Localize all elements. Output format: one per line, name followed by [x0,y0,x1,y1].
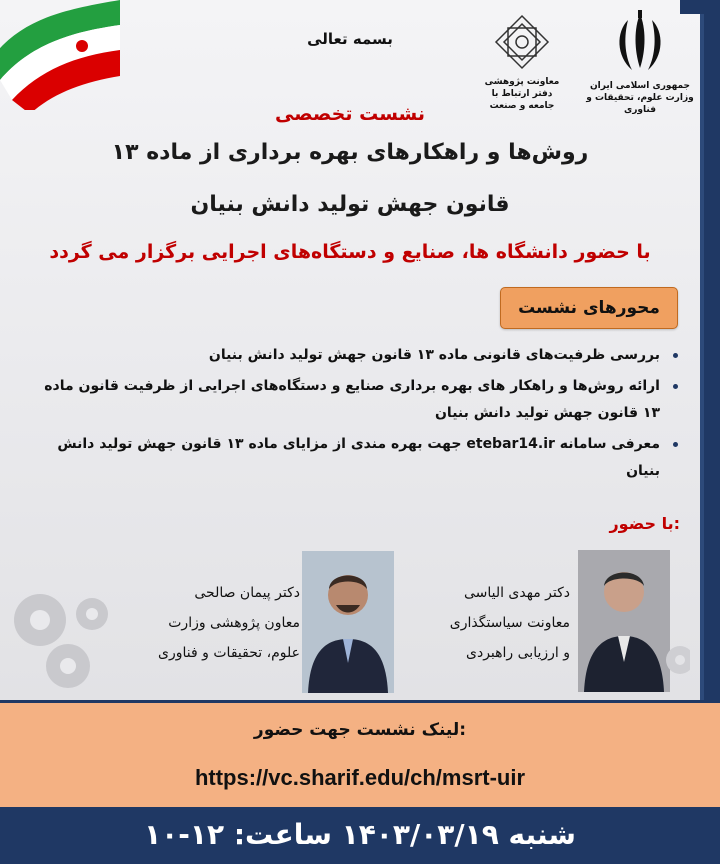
speaker2-role1: معاون پژوهشی وزارت [168,615,300,631]
list-item [40,431,680,485]
iran-flag-icon [0,0,130,110]
basmala-heading: بسمه تعالی [307,30,393,48]
session-axes-list [40,342,680,489]
speaker2-name: دکتر پیمان صالحی [194,585,300,601]
event-kicker: نشست تخصصی [274,103,426,125]
speaker1-name: دکتر مهدی الیاسی [463,585,570,601]
logo-right-text-1: جمهوری اسلامی ایران [589,81,691,91]
logo-left-text-2: دفتر ارتباط با جامعه و صنعت [489,89,555,111]
research-deputy-logo [482,14,562,114]
meeting-link[interactable]: https://vc.sharif.edu/ch/msrt-uir [194,765,526,790]
gears-icon [660,640,690,680]
speaker1-role2: و ارزیابی راهبردی [466,645,570,661]
logo-left-text-1: معاونت پژوهشی [484,77,560,87]
speaker2-info [110,578,300,668]
list-item [40,373,680,427]
gears-icon [0,580,120,700]
list-item-text: بررسی ظرفیت‌های قانونی ماده ۱۳ قانون جهش تولید دانش بنیان [208,347,660,363]
link-label: لینک نشست جهت حضور: [253,720,467,740]
event-datetime: شنبه ۱۴۰۳/۰۳/۱۹ ساعت: ۱۲-۱۰ [144,818,576,851]
speaker2-photo [302,551,394,693]
bullet-icon [673,353,678,358]
bullet-icon [673,384,678,389]
speakers-heading: با حضور: [609,514,680,533]
event-title-line1: روش‌ها و راهکارهای بهره برداری از ماده ۱۳ [111,140,589,165]
bullet-icon [673,442,678,447]
speaker2-role2: علوم، تحقیقات و فناوری [158,645,300,661]
event-subtitle: با حضور دانشگاه ها، صنایع و دستگاه‌های اجرایی برگزار می گردد [49,241,651,263]
person-icon [578,550,670,692]
ministry-logo [585,10,695,118]
logo-right-text-2: وزارت علوم، تحقیقات و فناوری [586,93,694,115]
session-axes-badge: محورهای نشست [500,287,678,329]
speaker1-info [400,578,570,668]
speaker1-photo [578,550,670,692]
speaker1-role1: معاونت سیاستگذاری [449,615,570,631]
list-item-text: معرفی سامانه etebar14.ir جهت بهره مندی از مزایای ماده ۱۳ قانون جهش تولید دانش بنیان [57,436,660,479]
list-item-text: ارائه روش‌ها و راهکار های بهره برداری صنایع و دستگاه‌های اجرایی از ظرفیت قانون ماده ۱۳ قانون جهش تولید دانش بنیان [44,378,660,421]
ornament-logo-icon [494,14,550,72]
emblem-icon [610,10,670,76]
person-icon [302,551,394,693]
list-item [40,342,680,369]
event-title-line2: قانون جهش تولید دانش بنیان [190,192,510,217]
